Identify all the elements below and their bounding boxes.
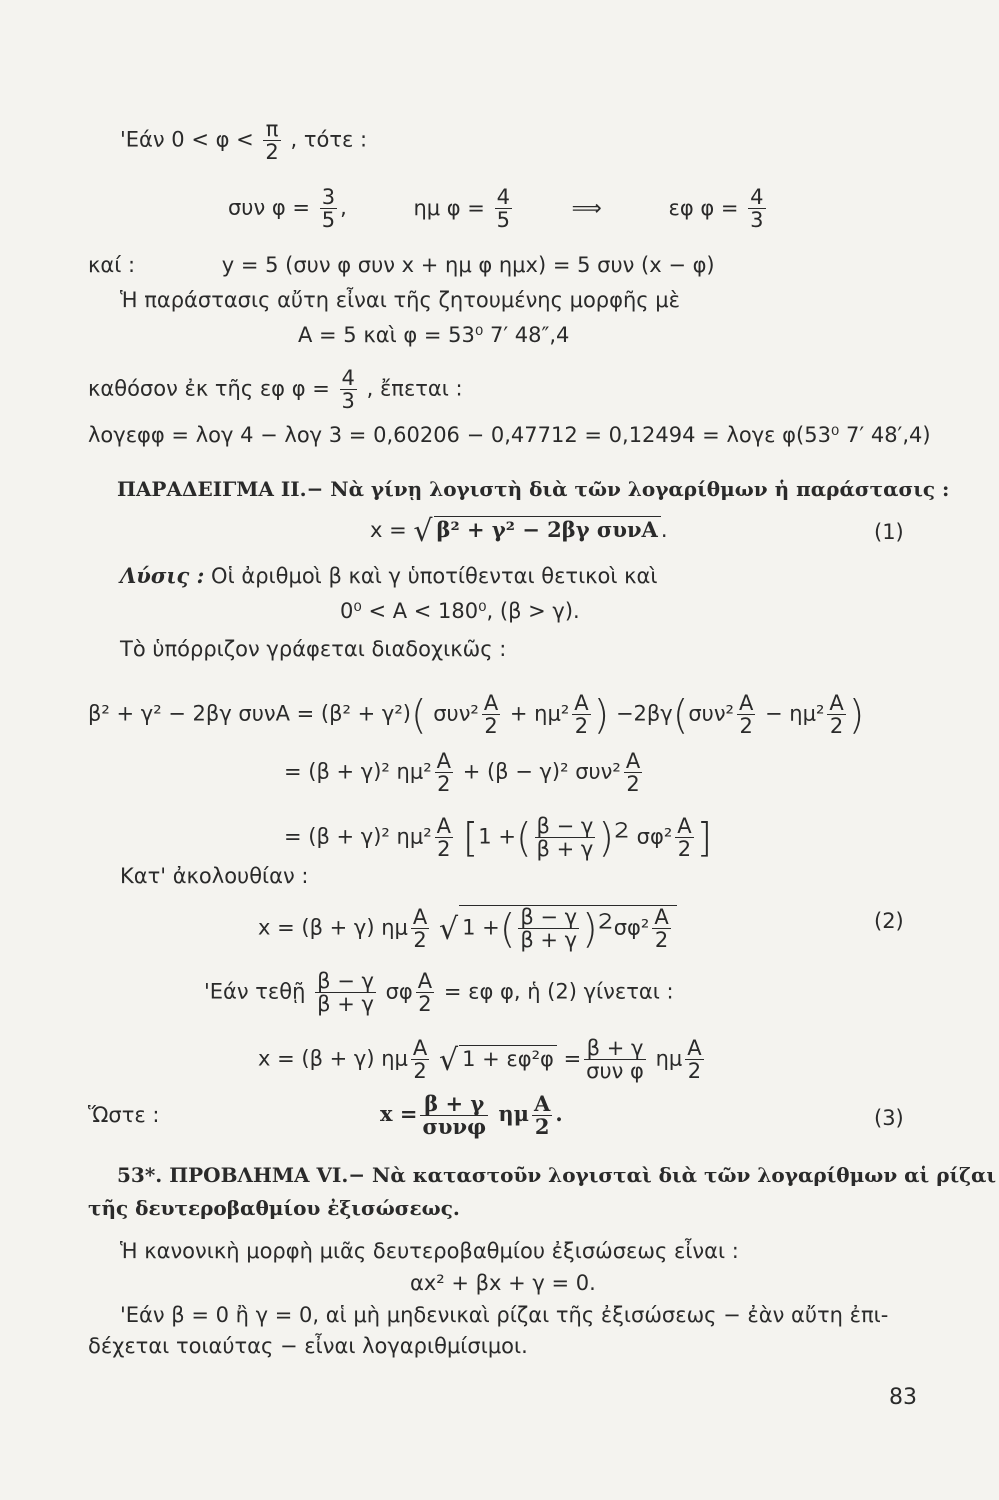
equation-tag-3: (3) [874,1106,904,1130]
fraction [675,815,693,860]
fraction [411,906,429,951]
text: −2βγ [615,701,673,726]
text: 1 + [478,824,516,849]
fraction [624,750,642,795]
text: 1 + [462,915,500,940]
text: = (β + γ)² ημ² [284,824,432,849]
heading-example-2: ΠΑΡΑΔΕΙΓΜΑ ΙΙ.− Νὰ γίνῃ λογιστὴ διὰ τῶν λογαρίθμων ἡ παράστασις : [117,477,950,501]
line-expression-form: Ἡ παράστασις αὔτη εἶναι τῆς ζητουμένης μορφῆς μὲ [120,288,681,312]
denominator: 2 [418,992,432,1016]
paren: ( [410,692,427,739]
numerator: A [534,1091,551,1116]
page-number: 83 [889,1385,917,1410]
text: ημ [655,1046,683,1071]
text: = [563,1046,582,1071]
paren: ( [515,815,532,862]
text: , [340,195,347,220]
numerator: A [436,814,451,838]
fraction [535,815,596,860]
line-y-equation [88,252,715,278]
numerator: A [417,969,433,993]
denominator: 2 [413,928,427,952]
denominator: 2 [739,714,753,738]
line-expansion-3 [284,815,712,860]
text: x = (β + γ) ημ [258,1046,408,1071]
fraction [320,186,337,231]
equation: y = 5 (συν φ συν x + ημ φ ημx) = 5 συν (x − φ) [221,253,715,277]
denominator: συν φ [586,1059,644,1083]
denominator: 2 [534,1114,550,1139]
numerator: β − γ [317,969,374,993]
fraction [572,692,590,737]
numerator: A [677,814,692,838]
line-if-phi-range [120,118,367,163]
denominator: 2 [654,928,669,952]
text: . [555,1101,563,1126]
text: x = (β + γ) ημ [258,915,408,940]
numerator: β + γ [584,1037,646,1060]
heading-problem-6-cont: τῆς δευτεροβαθμίου ἐξισώσεως. [88,1196,460,1220]
line-equation-3 [380,1093,563,1138]
denominator: 5 [321,208,336,232]
fraction [584,1037,646,1082]
line-therefore-label: Ὥστε : [88,1103,160,1127]
numerator: A [574,691,589,715]
text: σφ [385,979,413,1004]
text: x = [380,1101,418,1126]
fraction [748,186,765,231]
text: καθόσον ἐκ τῆς εφ φ = [88,376,330,401]
numerator: A [625,749,641,773]
line-consequently: Κατ' ἀκολουθίαν : [120,864,309,888]
denominator: 3 [750,208,764,232]
fraction [518,906,579,951]
text: = (β + γ)² ημ² [284,759,432,784]
radical-sign: √ [438,1042,459,1078]
text: , ἔπεται : [366,376,463,401]
line-if-beta-zero: 'Εάν β = 0 ἢ γ = 0, αἱ μὴ μηδενικαὶ ρίζαι τῆς ἐξισώσεως − ἐὰν αὔτη ἐπι- [120,1303,889,1327]
fraction [827,692,845,737]
numerator: 4 [341,366,355,390]
line-A-phi-values: A = 5 καὶ φ = 53⁰ 7′ 48″,4 [298,323,570,347]
text: + ημ² [509,701,570,726]
line-expansion-1 [88,692,864,737]
fraction [495,186,512,231]
line-canonical-form: Ἡ κανονικὴ μορφὴ μιᾶς δευτεροβαθμίου ἐξισώσεως εἶναι : [120,1239,739,1263]
fraction [420,1093,488,1138]
text: συν φ = [228,195,310,220]
equation-tag-2: (2) [874,909,904,933]
text: = εφ φ, ἡ (2) γίνεται : [443,979,674,1004]
radicand: 1 + εφ²φ [459,1045,557,1072]
fraction [435,750,453,795]
numerator: A [412,1036,428,1060]
radical-sign: √ [438,911,459,947]
line-quadratic-equation: αx² + βx + γ = 0. [410,1271,596,1295]
numerator: A [412,905,428,929]
bracket: [ [462,815,479,862]
line-expansion-2 [284,750,645,795]
fraction [315,970,376,1015]
text: β² + γ² − 2βγ συνΑ = (β² + γ²) [88,701,411,726]
numerator: A [654,905,669,929]
text: + (β − γ)² συν² [462,759,621,784]
fraction [685,1037,703,1082]
denominator: 2 [265,140,279,164]
denominator: συνφ [422,1114,487,1139]
text: 'Εάν τεθῇ [204,979,306,1004]
text: καί : [88,253,136,277]
fraction [340,367,357,412]
paren: ) [848,692,865,739]
numerator: A [687,1036,702,1060]
text: x = [370,518,407,542]
fraction [482,692,500,737]
fraction [416,970,434,1015]
denominator: 5 [496,208,510,232]
text: ημ φ = [413,195,485,220]
fraction [652,906,670,951]
numerator: A [436,749,451,773]
line-solution [120,563,658,589]
denominator: 2 [413,1059,427,1083]
line-equation-2 [258,905,677,951]
text: , τότε : [290,127,368,152]
line-radicand-written: Τὸ ὑπόρριζον γράφεται διαδοχικῶς : [120,637,507,661]
denominator: 2 [829,714,844,738]
text: συν² [688,701,734,726]
paren: )² [598,815,630,862]
numerator: A [483,691,499,715]
numerator: 4 [496,185,510,209]
line-angle-range: 0⁰ < A < 180⁰, (β > γ). [340,599,580,623]
denominator: 2 [437,837,451,861]
fraction [737,692,755,737]
fraction [532,1093,552,1138]
label-solution: Λύσις : [120,563,205,588]
text: συν² [433,701,479,726]
bracket: ] [696,815,713,862]
numerator: 3 [321,185,336,209]
denominator: β + γ [317,992,374,1016]
text: σφ² [613,915,650,940]
denominator: β + γ [520,928,578,952]
implies-arrow: ⟹ [571,195,602,220]
paren: )² [582,906,614,953]
numerator: β − γ [536,814,594,838]
fraction [263,118,280,163]
text: . [660,518,668,542]
denominator: 2 [677,837,692,861]
line-log-computation: λογεφφ = λογ 4 − λογ 3 = 0,60206 − 0,47712 = 0,12494 = λογε φ(53⁰ 7′ 48′,4) [88,423,931,447]
numerator: A [738,691,754,715]
denominator: 2 [687,1059,702,1083]
text: 'Εάν 0 < φ < [120,127,254,152]
paren: ( [499,906,516,953]
text: ημ [498,1101,530,1126]
line-equation-substituted [258,1037,707,1082]
denominator: 2 [437,772,451,796]
line-cos-sin-tan [228,186,769,231]
fraction [411,1037,429,1082]
radicand: β² + γ² − 2βγ συνΑ [434,516,661,543]
denominator: 2 [484,714,498,738]
line-since-tan [88,367,463,412]
text: εφ φ = [668,195,739,220]
denominator: 2 [574,714,589,738]
denominator: β + γ [536,837,594,861]
line-if-set [204,970,674,1015]
fraction [435,815,453,860]
line-logarithmizable: δέχεται τοιαύτας − εἶναι λογαριθμίσιμοι. [88,1334,528,1358]
line-equation-1 [370,514,668,549]
numerator: β − γ [520,905,578,929]
paren: ) [593,692,610,739]
numerator: β + γ [420,1093,488,1116]
numerator: π [263,118,280,141]
numerator: 4 [750,185,764,209]
denominator: 3 [341,389,355,413]
paren: ( [672,692,689,739]
text: Οἱ ἀριθμοὶ β καὶ γ ὑποτίθενται θετικοὶ καὶ [204,564,658,588]
denominator: 2 [626,772,640,796]
equation-tag-1: (1) [874,520,904,544]
numerator: A [829,691,844,715]
text: σφ² [636,824,673,849]
heading-problem-6: 53*. ΠΡΟΒΛΗΜΑ VI.− Νὰ καταστοῦν λογισταὶ διὰ τῶν λογαρίθμων αἱ ρίζαι [117,1163,997,1187]
radical-sign: √ [413,514,433,549]
text: − ημ² [765,701,825,726]
radicand [459,905,677,951]
